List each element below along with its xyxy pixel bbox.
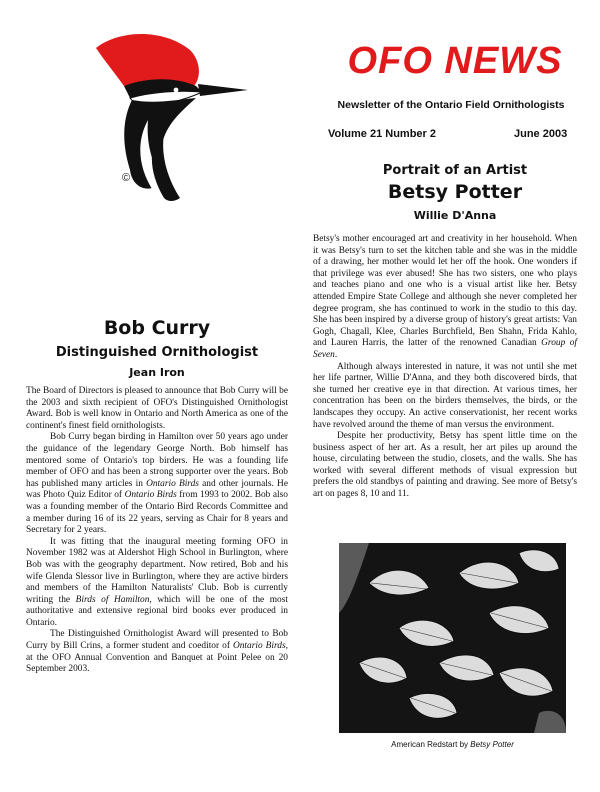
issue-number: Volume 21 Number 2 — [328, 128, 436, 140]
article-subtitle-left: Distinguished Ornithologist — [55, 345, 259, 360]
paragraph: The Board of Directors is pleased to announce that Bob Curry will be the 2003 and sixth recipient of OFO's Distinguished Ornithologist Award. Bob is well know in Ontario and North America as one of the continent's finest field ornithologists. — [26, 386, 288, 431]
woodpecker-logo-icon — [78, 20, 263, 205]
article-byline-left: Jean Iron — [129, 366, 185, 379]
newsletter-title: OFO NEWS — [347, 40, 563, 82]
article-title-betsy-potter: Betsy Potter — [387, 181, 523, 203]
paragraph: The Distinguished Ornithologist Award will presented to Bob Curry by Bill Crins, a former student and coeditor of Ontario Birds, at the OFO Annual Convention and Banquet at Point Pelee on 20 September 2003. — [26, 629, 288, 675]
paragraph: It was fitting that the inaugural meeting forming OFO in November 1982 was at Aldershot High School in Burlington, where Bob was with the geography department. Now retired, Bob and his wife Glenda Slessor live in Burlington, where they are active birders and members of the Hamilton Naturalists' Club. Bob is currently writing the Birds of Hamilton, which will be one of the most authoritative and extensive regional bird books ever produced in Ontario. — [26, 536, 288, 628]
copyright-mark: © — [122, 172, 131, 184]
paragraph: Despite her productivity, Betsy has spent little time on the business aspect of her art. As a result, her art piles up around the house, circulating between the studio, closets, and the walls. She has worked with several different methods of visual expression but prefers the old standbys of painting and drawing. See more of Betsy's art on pages 8, 10 and 11. — [313, 431, 577, 500]
article-byline-right: Willie D'Anna — [413, 209, 497, 222]
article-title-bob-curry: Bob Curry — [103, 317, 211, 339]
leaf-artwork-icon — [339, 543, 566, 733]
issue-date: June 2003 — [514, 128, 568, 140]
newsletter-subtitle: Newsletter of the Ontario Field Ornithologists — [337, 99, 565, 111]
artwork-caption: American Redstart by Betsy Potter — [391, 740, 514, 749]
paragraph: Betsy's mother encouraged art and creativity in her household. When it was Betsy's turn to set the kitchen table and she was in the middle of a drawing, her mother would let her off the hook. One wonders if that privilege was ever abused! She has two sisters, one who plays and teaches piano and one who is a visual artist like her. Betsy attended Empire State College and although she never completed her degree program, she has continued to work in the studio to this day. She has been inspired by a diverse group of history's great artists: Van Gogh, Chagall, Klee, Charles Burchfield, Ben Shahn, Frida Kahlo, and Lauren Harris, the latter of the renowned Canadian Group of Seven. — [313, 234, 577, 360]
article-body-right — [313, 234, 577, 501]
paragraph: Bob Curry began birding in Hamilton over 50 years ago under the guidance of the legendary George North. Bob himself has mentored some of Ontario's top birders. He was a founding life member of OFO and has been a strong supporter over the years. Bob has published many articles in Ontario Birds and other journals. He was Photo Quiz Editor of Ontario Birds from 1993 to 2002. Bob also was a founding member of the Ontario Bird Records Committee and a member during 16 of its 22 years, serving as Chair for 8 years and Secretary for 2 years. — [26, 432, 288, 536]
article-kicker: Portrait of an Artist — [382, 163, 528, 178]
article-body-left — [26, 386, 288, 676]
artwork-american-redstart — [339, 543, 566, 733]
paragraph: Although always interested in nature, it was not until she met her life partner, Willie D'Anna, and they both discovered birds, that she turned her creative eye in that direction. At various times, her concentration has been on the birders themselves, the birds, or the landscapes they occupy. An active conservationist, her recent works have revolved around the theme of man versus the environment. — [313, 361, 577, 430]
